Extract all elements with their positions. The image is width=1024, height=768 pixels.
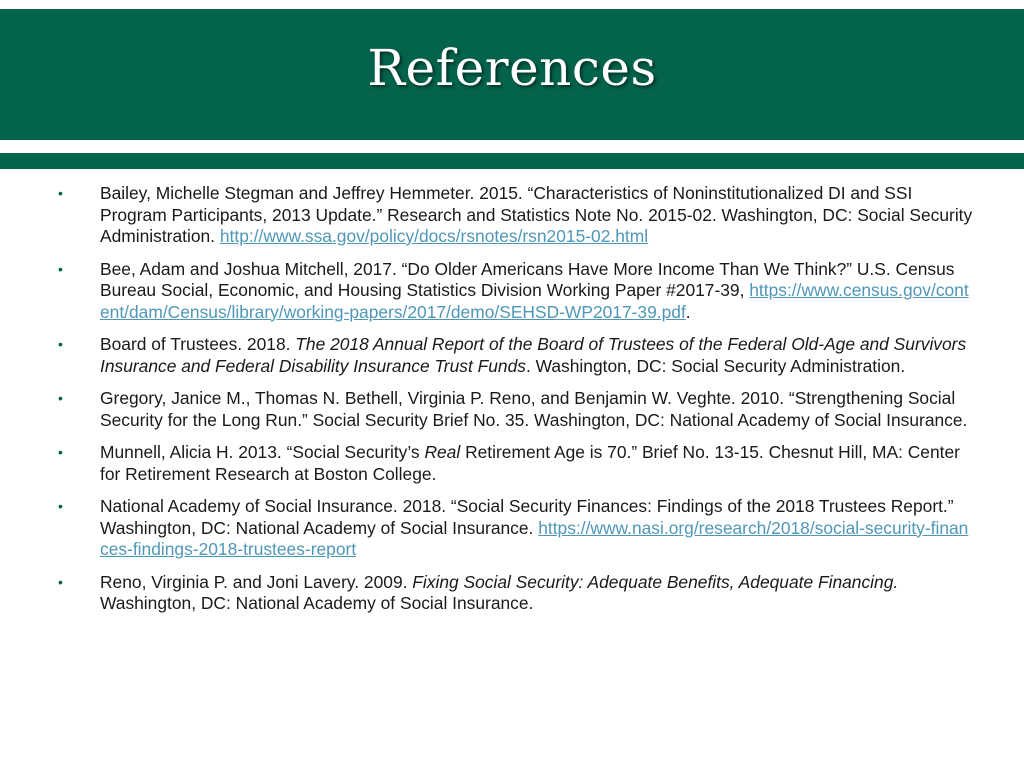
reference-text: Board of Trustees. 2018. bbox=[100, 334, 296, 354]
reference-link-nasi[interactable]: https://www.nasi.org/research/2018/social-security-finances-findings-2018-trustees-report bbox=[100, 517, 969, 559]
reference-text: National Academy of Social Insurance. 2018. “Social Security Finances: Findings of the 2018 Trustees Report.” Washington, DC: National Academy of Social Insurance. bbox=[100, 496, 954, 538]
reference-item-gregory bbox=[56, 388, 976, 431]
reference-text: Bailey, Michelle Stegman and Jeffrey Hemmeter. 2015. “Characteristics of Noninstitutionalized DI and SSI Program Participants, 2013 Update.” Research and Statistics Note No. 2015-02. Washington, DC: Social Security Administration. bbox=[100, 183, 973, 246]
reference-list bbox=[56, 183, 976, 626]
reference-text-end: Retirement Age is 70.” Brief No. 13-15. Chesnut Hill, MA: Center for Retirement Research at Boston College. bbox=[100, 442, 960, 484]
reference-item-bee bbox=[56, 259, 976, 324]
bullet-icon: • bbox=[58, 185, 63, 201]
bullet-icon: • bbox=[58, 260, 63, 277]
slide-title: References bbox=[367, 38, 657, 97]
reference-text-end: . Washington, DC: Social Security Administration. bbox=[525, 355, 906, 376]
reference-text: Munnell, Alicia H. 2013. “Social Security’s bbox=[100, 442, 425, 462]
reference-item-trustees bbox=[56, 334, 976, 377]
reference-text: Reno, Virginia P. and Joni Lavery. 2009. bbox=[100, 571, 413, 592]
reference-text-end: . bbox=[685, 301, 691, 322]
title-divider bbox=[0, 153, 1024, 169]
bullet-icon: • bbox=[58, 573, 63, 590]
reference-italic-word: Real bbox=[424, 442, 461, 462]
reference-item-reno bbox=[56, 572, 976, 615]
reference-item-nasi bbox=[56, 496, 976, 561]
reference-item-munnell bbox=[56, 442, 976, 485]
bullet-icon: • bbox=[58, 336, 63, 352]
reference-item-bailey bbox=[56, 183, 976, 248]
reference-italic-title: The 2018 Annual Report of the Board of Trustees of the Federal Old-Age and Survivors Insurance and Federal Disability Insurance Trust Funds bbox=[100, 334, 967, 376]
reference-link-ssa[interactable]: http://www.ssa.gov/policy/docs/rsnotes/rsn2015-02.html bbox=[219, 226, 649, 246]
reference-italic-title: Fixing Social Security: Adequate Benefits, Adequate Financing. bbox=[412, 571, 899, 592]
reference-link-census[interactable]: https://www.census.gov/content/dam/Census/library/working-papers/2017/demo/SEHSD-WP2017-39.pdf bbox=[100, 280, 969, 322]
reference-text-end: Washington, DC: National Academy of Social Insurance. bbox=[100, 593, 534, 613]
title-banner bbox=[0, 9, 1024, 140]
bullet-icon: • bbox=[58, 390, 63, 406]
bullet-icon: • bbox=[58, 444, 63, 460]
reference-text: Bee, Adam and Joshua Mitchell, 2017. “Do Older Americans Have More Income Than We Think?” U.S. Census Bureau Social, Economic, and Housing Statistics Division Working Paper #2017-39, bbox=[100, 258, 955, 300]
reference-text: Gregory, Janice M., Thomas N. Bethell, Virginia P. Reno, and Benjamin W. Veghte. 2010. “Strengthening Social Security for the Long Run.” Social Security Brief No. 35. Washington, DC: National Academy of Social Insurance. bbox=[100, 388, 968, 430]
bullet-icon: • bbox=[58, 498, 63, 514]
